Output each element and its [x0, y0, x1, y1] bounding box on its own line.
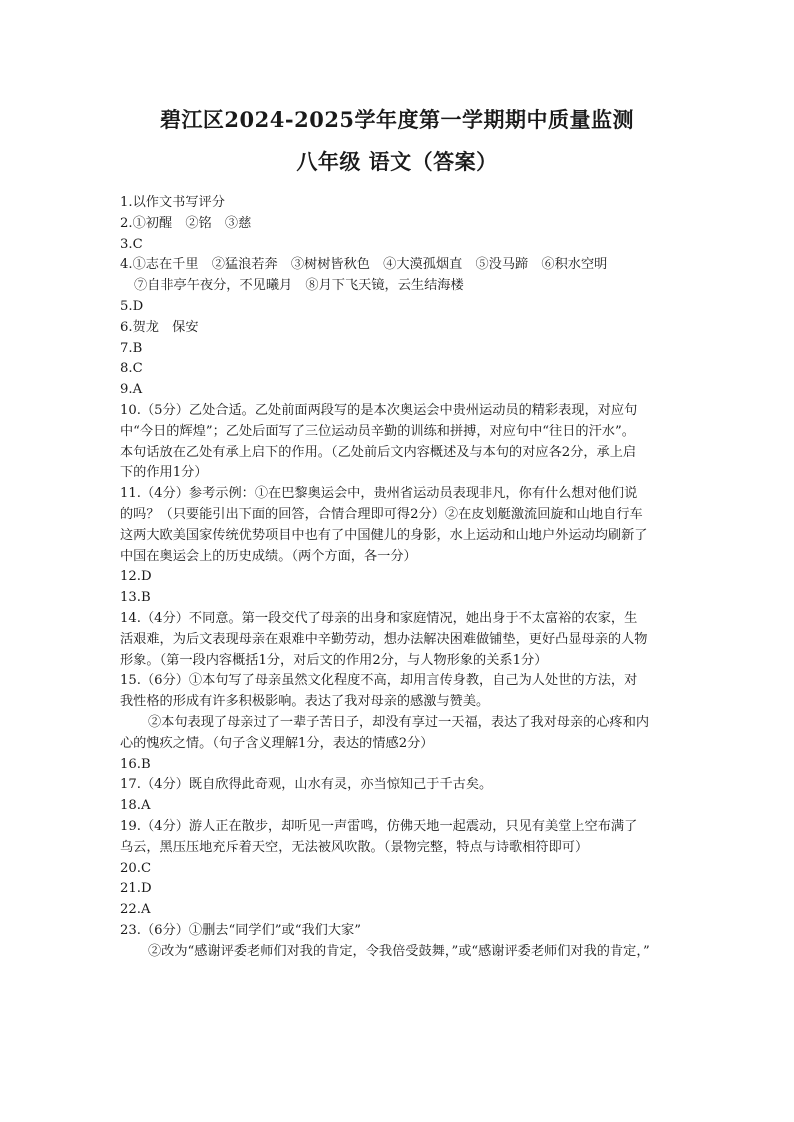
answer-line: 心的愧疚之情。（句子含义理解1分，表达的情感2分）	[120, 735, 434, 751]
answer-line: 2.①初醒 ②铭 ③慈	[120, 215, 252, 231]
answer-line: 22.A	[120, 902, 151, 918]
answer-line: 这两大欧美国家传统优势项目中也有了中国健儿的身影，水上运动和山地户外运动均刷新了	[120, 527, 648, 543]
answer-line: 15.（6分）①本句写了母亲虽然文化程度不高，却用言传身教，自己为人处世的方法，对	[120, 673, 638, 689]
answer-line: 中“今日的辉煌”；乙处后面写了三位运动员辛勤的训练和拼搏，对应句中“往日的汗水”。	[120, 423, 635, 439]
answer-line: 14.（4分）不同意。第一段交代了母亲的出身和家庭情况，她出身于不太富裕的农家，生	[120, 610, 638, 626]
answer-line: 17.（4分）既自欣得此奇观，山水有灵，亦当惊知己于千古矣。	[120, 777, 493, 793]
answer-line: 6.贺龙 保安	[120, 319, 199, 335]
answer-line: 中国在奥运会上的历史成绩。（两个方面，各一分）	[120, 548, 417, 564]
answer-line: 9.A	[120, 382, 143, 398]
answer-line: 活艰难，为后文表现母亲在艰难中辛勤劳动，想办法解决困难做铺垫，更好凸显母亲的人物	[120, 631, 648, 647]
answer-line: 10.（5分）乙处合适。乙处前面两段写的是本次奥运会中贵州运动员的精彩表现，对应句	[120, 402, 638, 418]
answer-line: 13.B	[120, 590, 151, 606]
answer-line: 3.C	[120, 236, 143, 252]
answer-line: 12.D	[120, 569, 152, 585]
answer-line: 20.C	[120, 860, 152, 876]
answer-line: 1.以作文书写评分	[120, 195, 225, 210]
answer-list	[120, 193, 680, 962]
answer-line: 11.（4分）参考示例：①在巴黎奥运会中，贵州省运动员表现非凡，你有什么想对他们说	[120, 486, 638, 502]
answer-line: 形象。（第一段内容概括1分，对后文的作用2分，与人物形象的关系1分）	[120, 652, 548, 668]
document-title: 碧江区2024-2025学年度第一学期期中质量监测	[159, 107, 635, 132]
answer-line: 下的作用1分）	[120, 465, 208, 481]
answer-line: 乌云，黑压压地充斥着天空，无法被风吹散。（景物完整，特点与诗歌相符即可）	[120, 839, 589, 855]
answer-line: 我性格的形成有许多积极影响。表达了我对母亲的感激与赞美。	[120, 694, 490, 710]
answer-line: 本句话放在乙处有承上启下的作用。（乙处前后文内容概述及与本句的对应各2分，承上启	[120, 444, 637, 460]
answer-line: ②本句表现了母亲过了一辈子苦日子，却没有享过一天福，表达了我对母亲的心疼和内	[148, 714, 650, 730]
answer-line: ②改为“感谢评委老师们对我的肯定，令我倍受鼓舞，”或“感谢评委老师们对我的肯定，”	[148, 943, 650, 959]
answer-line: 7.B	[120, 340, 143, 356]
answer-line: 5.D	[120, 298, 144, 314]
answer-line: 4.①志在千里 ②猛浪若奔 ③树树皆秋色 ④大漠孤烟直 ⑤没马蹄 ⑥积水空明	[120, 257, 608, 273]
answer-line: 的吗？（只要能引出下面的回答，合情合理即可得2分）②在皮划艇激流回旋和山地自行车	[120, 506, 643, 522]
answer-line: ⑦自非亭午夜分，不见曦月 ⑧月下飞天镜，云生结海楼	[134, 278, 464, 294]
answer-line: 23.（6分）①删去“同学们”或“我们大家”	[120, 922, 361, 938]
answer-line: 8.C	[120, 361, 143, 377]
answer-line: 19.（4分）游人正在散步，却听见一声雷鸣，仿佛天地一起震动，只见有美堂上空布满了	[120, 818, 638, 834]
answer-line: 18.A	[120, 798, 151, 814]
answer-line: 16.B	[120, 756, 151, 772]
document-subtitle: 八年级 语文（答案）	[296, 149, 498, 174]
answer-line: 21.D	[120, 881, 152, 897]
